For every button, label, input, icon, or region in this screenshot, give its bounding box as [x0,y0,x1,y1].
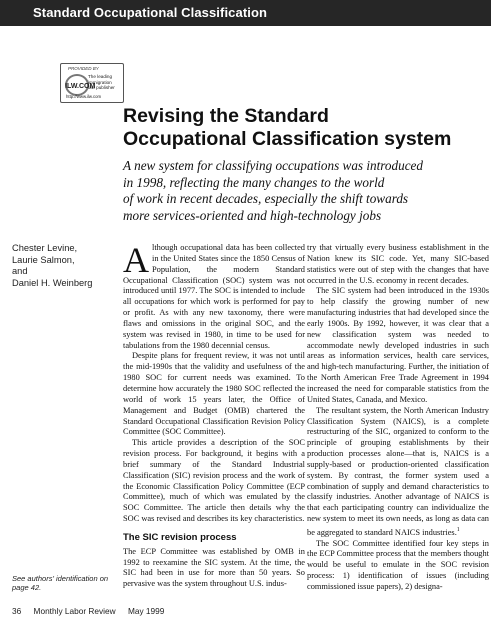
section-title: Standard Occupational Classification [33,5,268,20]
author-line: Chester Levine, [12,243,78,253]
footnote-ref[interactable]: 1 [456,526,460,533]
body-paragraph: The ECP Committee was established by OMB in 1992 to reexamine the SIC system. At the time, the SIC had been in use for more than 50 years. So pervasive was the system throughout U.S. indus- [123,546,305,589]
body-paragraph: try that virtually every business establishment in the Nation knew its SIC code. Yet, many SIC-based statistics were out of step with the changes that have occurred in the U.S. economy in recent decades. [307,243,489,285]
publisher-logo[interactable] [60,63,124,103]
body-paragraph: The SIC system had been introduced in the 1930s to help classify the growing number of new manufacturing industries that had developed since the early 1900s. By 1992, however, it was clear that a new classification system was needed to accommodate newly developed industries in such areas as information services, health care services, and high-tech manufacturing. Further, the initiation of the North American Free Trade Agreement in 1994 increased the need for comparable statistics from the United States, Canada, and Mexico. [307,286,489,404]
page-number: 36 [12,606,22,616]
author-line: Daniel H. Weinberg [12,277,93,288]
issue-date: May 1999 [127,606,165,616]
deck-line: in 1998, reflecting the many changes to the world [123,174,385,190]
logo-brand: ILW.COM [65,83,96,90]
deck-line: more services-oriented and high-technology jobs [123,207,382,223]
drop-cap: A [123,240,149,280]
body-column-1 [123,240,305,590]
body-paragraph: This article provides a description of the SOC revision process. For background, it begins with a brief summary of the Standard Industrial Classification (SIC) revision process and the work of the Economic Classification Policy Committee (ECP Committee), much of which was emulated by the SOC Committee. The article then details why the SOC was revised and describes its key characteristics. [123,438,305,524]
author-line: and [12,266,28,276]
deck-line: of work in recent decades, especially the shift towards [123,191,409,206]
section-header-bar [0,0,491,26]
logo-tagline-line: immigration [88,79,112,85]
journal-name: Monthly Labor Review [33,606,116,616]
article-title: Revising the Standard Occupational Classification system [123,105,452,150]
section-subhead: The SIC revision process [123,531,237,543]
article-deck [123,158,473,224]
body-paragraph: Despite plans for frequent review, it was not until the mid-1990s that the validity and usefulness of the 1980 SOC for current needs was examined. To determine how accurately the 1980 SOC reflected the world of work 15 years later, the Office of Management and Budget (OMB) chartered the Standard Occupational Classification Revision Policy Committee (SOC Committee). [123,351,305,437]
page-footer [12,606,174,616]
body-column-2 [307,243,489,593]
body-paragraph [123,240,305,351]
logo-tagline [88,74,115,91]
paragraph-text: lthough occupational data has been collected in the United States since the 1850 Census of Population, the modern Standard Occupational Classification (SOC) system was not introduced until 1977. The SOC is intended to include all occupations for which work is performed for pay or profit. As with any new taxonomy, there were flaws and omissions in the original SOC, and the system was revised in 1980, in time to be used for tabulations from the 1980 decennial census. [123,243,305,350]
logo-provided-by: PROVIDED BY [68,66,99,71]
body-paragraph [307,406,489,539]
logo-tagline-line: The leading [88,74,113,79]
logo-tagline-line: law publisher [88,85,115,90]
author-note: See authors' identification on page 42. [12,574,109,592]
body-paragraph: The SOC Committee identified four key steps in the ECP Committee process that the members thought would be useful to emulate in the SOC revision process: 1) identification of issues (including commissioned issue papers), 2) designa- [307,538,489,591]
logo-url: http://www.ilw.com [66,94,102,99]
author-list [12,243,112,289]
author-line: Laurie Salmon, [12,254,75,265]
deck-line: A new system for classifying occupations was introduced [123,158,423,173]
paragraph-text: The resultant system, the North American Industry Classification System (NAICS), is a complete restructuring of the SIC, organized to conform to the principle of grouping establishments by their production processes alone—that is, NAICS is a supply-based or production-oriented classification system. By contrast, the former system used a combination of supply and demand characteristics to classify industries. Another advantage of NAICS is that each participating country can individualize the new system to meet its own needs, as long as data can be aggregated to standard NAICS industries. [307,405,489,537]
